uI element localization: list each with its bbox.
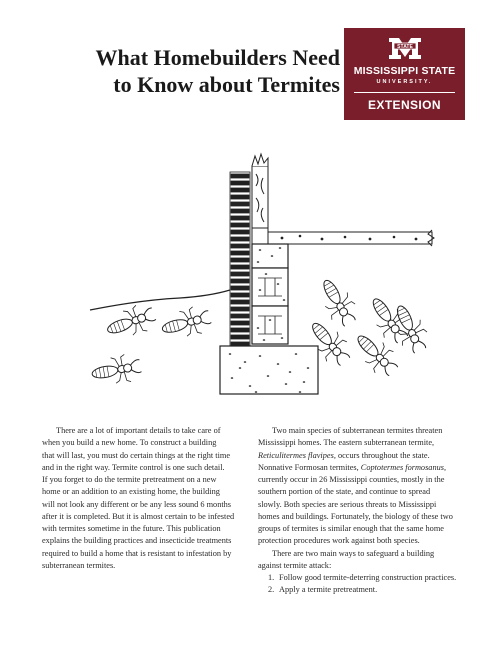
safeguard-list — [258, 572, 458, 597]
safeguard-line: There are two main ways to safeguard a building — [272, 548, 435, 558]
intro-line: If you forget to do the termite pretreatment on a new — [42, 475, 217, 484]
logo-extension: EXTENSION — [368, 98, 441, 112]
wood-framing — [252, 154, 268, 244]
brick-wall — [230, 172, 250, 348]
species-line: Mississippi homes. The eastern subterranean termite, — [258, 438, 435, 448]
title-line-1: What Homebuilders Need — [95, 45, 340, 70]
species-line: groups of termites is similar enough that the same home — [258, 524, 444, 533]
species-line: currently occur in 26 Mississippi counties, mostly in the — [258, 475, 445, 484]
logo-divider — [354, 92, 455, 93]
species-name: Coptotermes formosanus — [360, 462, 444, 472]
intro-line: and in the right way. Termite control is one such detail. — [42, 462, 225, 472]
logo-subtitle: UNIVERSITY. — [376, 79, 433, 85]
species-line: Reticulitermes flavipes, occurs throughout the state. — [258, 450, 430, 460]
intro-line: with termites sometime in the future. This publication — [42, 524, 221, 533]
logo-university: MISSISSIPPI STATE — [353, 65, 456, 77]
logo-mark-text: STATE — [397, 44, 413, 50]
msu-extension-logo[interactable] — [344, 28, 465, 120]
intro-line: There are a lot of important details to take care of — [56, 426, 221, 435]
intro-line: subterranean termites. — [42, 560, 116, 570]
species-name: Reticulitermes flavipes — [258, 450, 334, 460]
list-item: 2. Apply a termite pretreatment. — [268, 585, 378, 595]
intro-line: explains the building practices and insecticide treatments — [42, 536, 232, 546]
msu-m-mark-icon — [388, 34, 422, 60]
intro-line: that will last, you must do certain things at the right time — [42, 450, 231, 460]
intro-line: when you build a new home. To construct a building — [42, 438, 217, 448]
species-line: homes and buildings. Fortunately, the biology of these two — [258, 511, 453, 521]
species-line: protection procedures work against both species. — [258, 536, 420, 546]
species-line: southern portion of the state, and continue to spread — [258, 487, 431, 497]
title-line-2: to Know about Termites — [113, 72, 340, 97]
species-line: Two main species of subterranean termites threaten — [272, 426, 443, 435]
safeguard-line: against termite attack: — [258, 560, 332, 570]
species-column — [258, 425, 458, 597]
intro-line: after it is completed. But it is almost certain to be infested — [42, 511, 235, 521]
intro-line: will not look any different or be any less sound 6 months — [42, 499, 232, 509]
species-line: slowly. Both species are serious threats to Mississippi — [258, 499, 437, 509]
species-line: Nonnative Formosan termites, Coptotermes formosanus, — [258, 462, 447, 472]
floor-slab — [268, 230, 434, 246]
list-item: 1. Follow good termite-deterring construction practices. — [268, 573, 457, 582]
intro-line: home or an addition to an existing home, the building — [42, 487, 220, 497]
termite-foundation-illustration — [60, 150, 450, 402]
intro-column — [42, 425, 242, 572]
page-title — [40, 44, 340, 98]
intro-line: required to build a home that is resistant to infestation by — [42, 548, 232, 558]
